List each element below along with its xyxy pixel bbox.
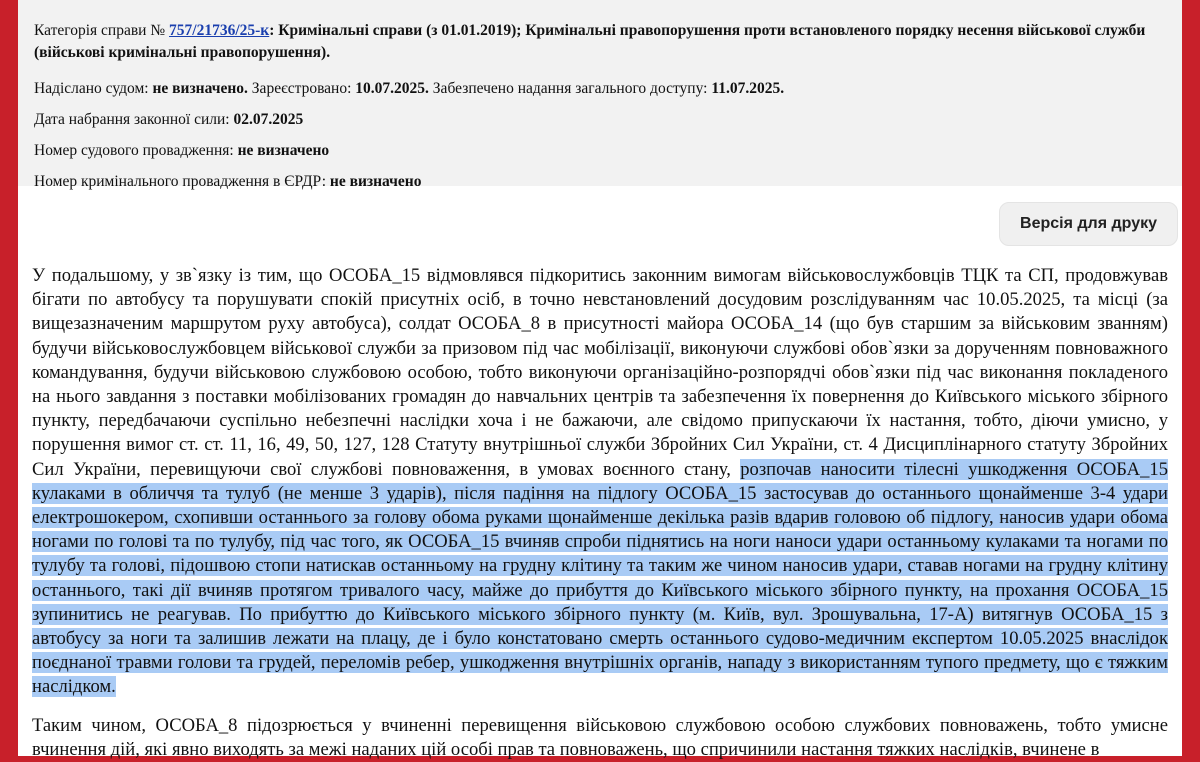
registered-label: Зареєстровано: bbox=[247, 80, 356, 97]
court-proceeding-number bbox=[34, 138, 1166, 164]
court-proc-value: не визначено bbox=[237, 142, 330, 159]
selected-text[interactable]: розпочав наносити тілесні ушкодження ОСОБА_15 кулаками в обличчя та тулуб (не менше 3 ударів), після падіння на підлогу ОСОБА_15 застосував до останнього щонайменше 3-4 удари електрошокером, схопивши останнього за голову обома руками щонайменше декілька разів вдарив головою об підлогу, наносив удари обома ногами по голові та по тулубу, під час того, як ОСОБА_15 вчиняв спроби піднятись на ноги наноси удари останньому кулаками та ногами по тулубу та голові, підошвою стопи натискав останньому на грудну клітину та таким же чином наносив удари, ставав ногами на грудну клітину останнього, такі дії вчиняв протягом тривалого часу, майже до прибуття до Київського міського збірного пункту, на прохання ОСОБА_15 зупинитись не реагував. По прибуттю до Київського міського збірного пункту (м. Київ, вул. Зрошувальна, 17-А) витягнув ОСОБА_15 з автобусу за ноги та залишив лежати на плацу, де і було констатовано смерть останнього судово-медичним експертом 10.05.2025 внаслідок поєднаної травми голови та грудей, переломів ребер, ушкодження внутрішніх органів, нападу з використанням тупого предмету, що є тяжким наслідком. bbox=[32, 458, 1168, 698]
toolbar bbox=[18, 210, 1182, 256]
access-label: Забезпечено надання загального доступу: bbox=[428, 80, 712, 97]
case-category bbox=[34, 20, 1166, 64]
case-metadata bbox=[18, 0, 1182, 190]
document-body bbox=[18, 256, 1182, 760]
category-value: : Кримінальні справи (з 01.01.2019); Кримінальні правопорушення проти встановленого порядку несення військової служби (військові кримінальні правопорушення). bbox=[34, 22, 1146, 61]
sent-label: Надіслано судом: bbox=[34, 80, 153, 97]
erdr-label: Номер кримінального провадження в ЄРДР: bbox=[34, 173, 330, 190]
sent-value: не визначено. bbox=[152, 80, 248, 97]
print-version-button[interactable]: Версія для друку bbox=[999, 202, 1178, 246]
submission-info bbox=[34, 76, 1166, 102]
access-value: 11.07.2025. bbox=[711, 80, 785, 97]
court-proc-label: Номер судового провадження: bbox=[34, 142, 238, 159]
registered-value: 10.07.2025. bbox=[355, 80, 429, 97]
legal-force-value: 02.07.2025 bbox=[233, 111, 304, 128]
paragraph-1-text: У подальшому, у зв`язку із тим, що ОСОБА_15 відмовлявся підкоритись законним вимогам військовослужбовців ТЦК та СП, продовжував бігати по автобусу та порушувати спокій присутніх осіб, в точно невстановлений досудовим розслідуванням час 10.05.2025, та місці (за вищезазначеним маршрутом руху автобуса), солдат ОСОБА_8 в присутності майора ОСОБА_14 (що був старшим за військовим званням) будучи військовослужбовцем військової служби за призовом під час мобілізації, виконуючи службові обов`язки за дорученням повноважного командування, будучи військовою службовою особою, тобто виконуючи організаційно-розпорядчі обов`язки під час виконання покладеного на нього завдання з поставки мобілізованих громадян до навчальних центрів та забезпечення їх повернення до Київського міського збірного пункту, передбачаючи суспільно небезпечні наслідки хоча і не бажаючи, але свідомо припускаючи їх настання, тобто, діючи умисно, у порушення вимог ст. ст. 11, 16, 49, 50, 127, 128 Статуту внутрішньої служби Збройних Сил України, ст. 4 Дисциплінарного статуту Збройних Сил України, перевищуючи свої службові повноваження, в умовах воєнного стану, bbox=[32, 265, 1168, 480]
legal-force-date bbox=[34, 107, 1166, 133]
paragraph-1 bbox=[32, 264, 1168, 700]
category-label: Категорія справи № bbox=[34, 22, 170, 39]
document-viewer bbox=[18, 0, 1182, 760]
case-number-link[interactable]: 757/21736/25-к bbox=[169, 22, 270, 39]
paragraph-2: Таким чином, ОСОБА_8 підозрюється у вчиненні перевищення військовою службовою особою службових повноважень, тобто умисне вчинення дій, які явно виходять за межі наданих цій особі прав та повноважень, що спричинили настання тяжких наслідків, вчинене в bbox=[32, 714, 1168, 760]
erdr-value: не визначено bbox=[329, 173, 422, 190]
legal-force-label: Дата набрання законної сили: bbox=[34, 111, 234, 128]
